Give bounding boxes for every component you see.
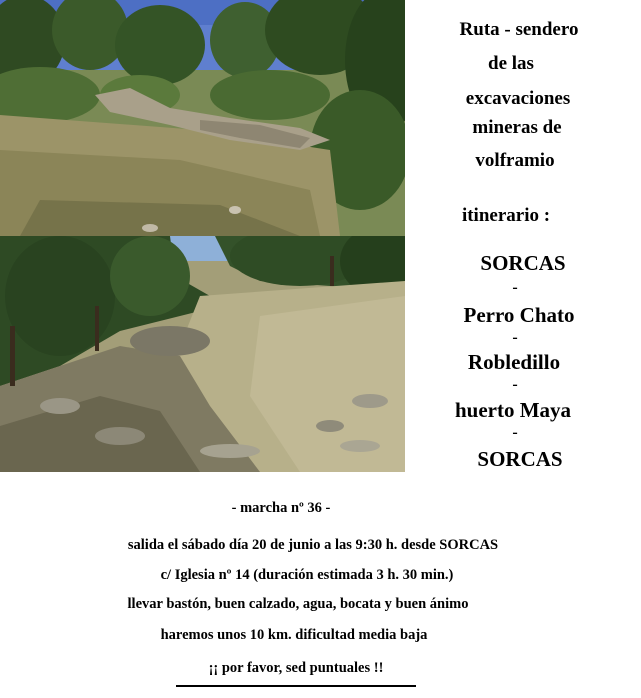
itinerary-separator: - [512, 279, 518, 296]
title-line-1: Ruta - sendero [459, 19, 579, 40]
itinerary-stop-2: Perro Chato [463, 303, 575, 327]
departure-info: salida el sábado día 20 de junio a las 9:30 h. desde SORCAS [127, 537, 499, 553]
reminder-underline [176, 685, 416, 687]
itinerary-heading: itinerario : [461, 205, 551, 226]
trail-photo-top-image [0, 0, 405, 236]
title-line-4: mineras de [472, 117, 562, 138]
punctuality-reminder: ¡¡ por favor, sed puntuales !! [208, 660, 384, 676]
trail-photo-bottom [0, 236, 405, 472]
itinerary-separator: - [512, 376, 518, 393]
bring-info: llevar bastón, buen calzado, agua, bocata y buen ánimo [127, 596, 469, 612]
itinerary-separator: - [512, 329, 518, 346]
itinerary-separator: - [512, 424, 518, 441]
itinerary-stop-3: Robledillo [467, 350, 561, 374]
title-line-3: excavaciones [465, 88, 571, 109]
title-line-2: de las [488, 53, 534, 74]
itinerary-stop-4: huerto Maya [454, 398, 572, 422]
itinerary-stop-5: SORCAS [477, 447, 563, 471]
march-number: - marcha nº 36 - [231, 500, 331, 516]
title-line-5: volframio [475, 150, 555, 171]
trail-photo-top [0, 0, 405, 236]
distance-info: haremos unos 10 km. dificultad media baja [160, 627, 428, 643]
address-info: c/ Iglesia nº 14 (duración estimada 3 h. 30 min.) [160, 567, 454, 583]
trail-photo-bottom-image [0, 236, 405, 472]
itinerary-stop-1: SORCAS [480, 251, 566, 275]
